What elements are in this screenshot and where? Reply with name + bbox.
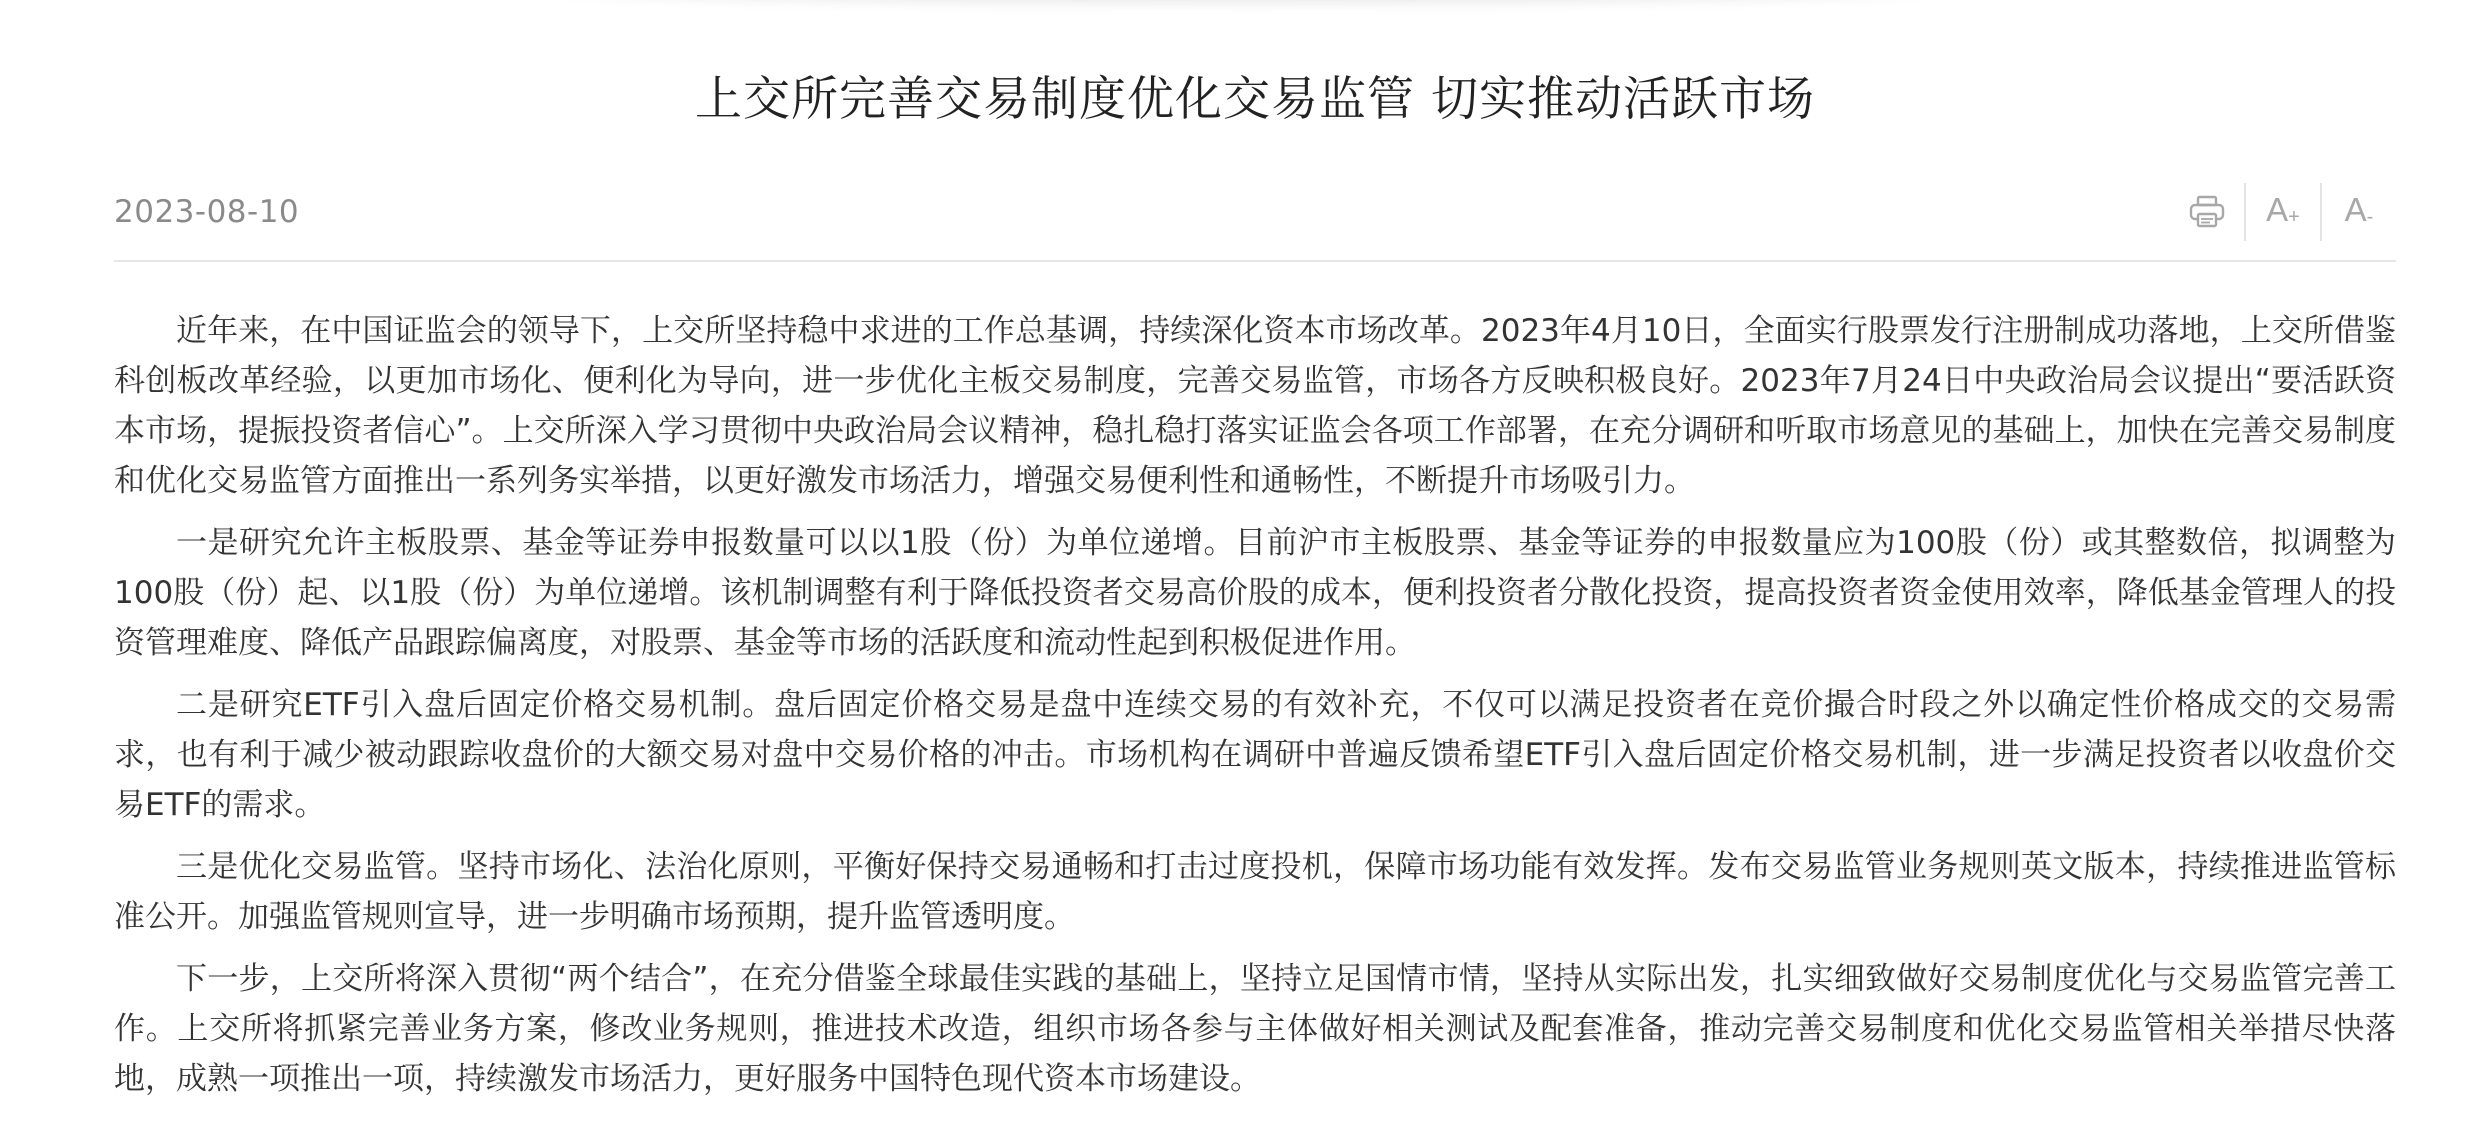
article-body [114, 306, 2396, 1116]
font-increase-icon [2266, 190, 2300, 235]
body-paragraph: 一是研究允许主板股票、基金等证券申报数量可以以1股（份）为单位递增。目前沪市主板股票、基金等证券的申报数量应为100股（份）或其整数倍，拟调整为100股（份）起、以1股（份）为单位递增。该机制调整有利于降低投资者交易高价股的成本，便利投资者分散化投资，提高投资者资金使用效率，降低基金管理人的投资管理难度、降低产品跟踪偏离度，对股票、基金等市场的活跃度和流动性起到积极促进作用。 [114, 525, 2396, 661]
body-paragraph: 二是研究ETF引入盘后固定价格交易机制。盘后固定价格交易是盘中连续交易的有效补充，不仅可以满足投资者在竞价撮合时段之外以确定性价格成交的交易需求，也有利于减少被动跟踪收盘价的大额交易对盘中交易价格的冲击。市场机构在调研中普遍反馈希望ETF引入盘后固定价格交易机制，进一步满足投资者以收盘价交易ETF的需求。 [114, 687, 2396, 823]
font-increase-mark: + [2288, 205, 2300, 228]
font-decrease-icon [2345, 190, 2374, 235]
font-increase-letter: A [2266, 190, 2289, 228]
font-increase-button[interactable] [2246, 182, 2320, 242]
article-meta-bar [114, 172, 2396, 262]
font-decrease-button[interactable] [2322, 182, 2396, 242]
article-toolbar [2170, 182, 2396, 242]
font-decrease-mark: - [2366, 205, 2374, 228]
font-decrease-letter: A [2344, 190, 2367, 228]
body-paragraph: 下一步，上交所将深入贯彻“两个结合”，在充分借鉴全球最佳实践的基础上，坚持立足国情市情，坚持从实际出发，扎实细致做好交易制度优化与交易监管完善工作。上交所将抓紧完善业务方案，修改业务规则，推进技术改造，组织市场各参与主体做好相关测试及配套准备，推动完善交易制度和优化交易监管相关举措尽快落地，成熟一项推出一项，持续激发市场活力，更好服务中国特色现代资本市场建设。 [114, 961, 2396, 1097]
print-button[interactable] [2170, 182, 2244, 242]
body-paragraph: 三是优化交易监管。坚持市场化、法治化原则，平衡好保持交易通畅和打击过度投机，保障市场功能有效发挥。发布交易监管业务规则英文版本，持续推进监管标准公开。加强监管规则宣导，进一步明确市场预期，提升监管透明度。 [114, 849, 2396, 935]
printer-icon [2188, 195, 2226, 229]
article-title: 上交所完善交易制度优化交易监管 切实推动活跃市场 [695, 72, 1815, 127]
publish-date: 2023-08-10 [114, 194, 300, 230]
body-paragraph: 近年来，在中国证监会的领导下，上交所坚持稳中求进的工作总基调，持续深化资本市场改革。2023年4月10日，全面实行股票发行注册制成功落地，上交所借鉴科创板改革经验，以更加市场化、便利化为导向，进一步优化主板交易制度，完善交易监管，市场各方反映积极良好。2023年7月24日中央政治局会议提出“要活跃资本市场，提振投资者信心”。上交所深入学习贯彻中央政治局会议精神，稳扎稳打落实证监会各项工作部署，在充分调研和听取市场意见的基础上，加快在完善交易制度和优化交易监管方面推出一系列务实举措，以更好激发市场活力，增强交易便利性和通畅性，不断提升市场吸引力。 [114, 313, 2396, 499]
